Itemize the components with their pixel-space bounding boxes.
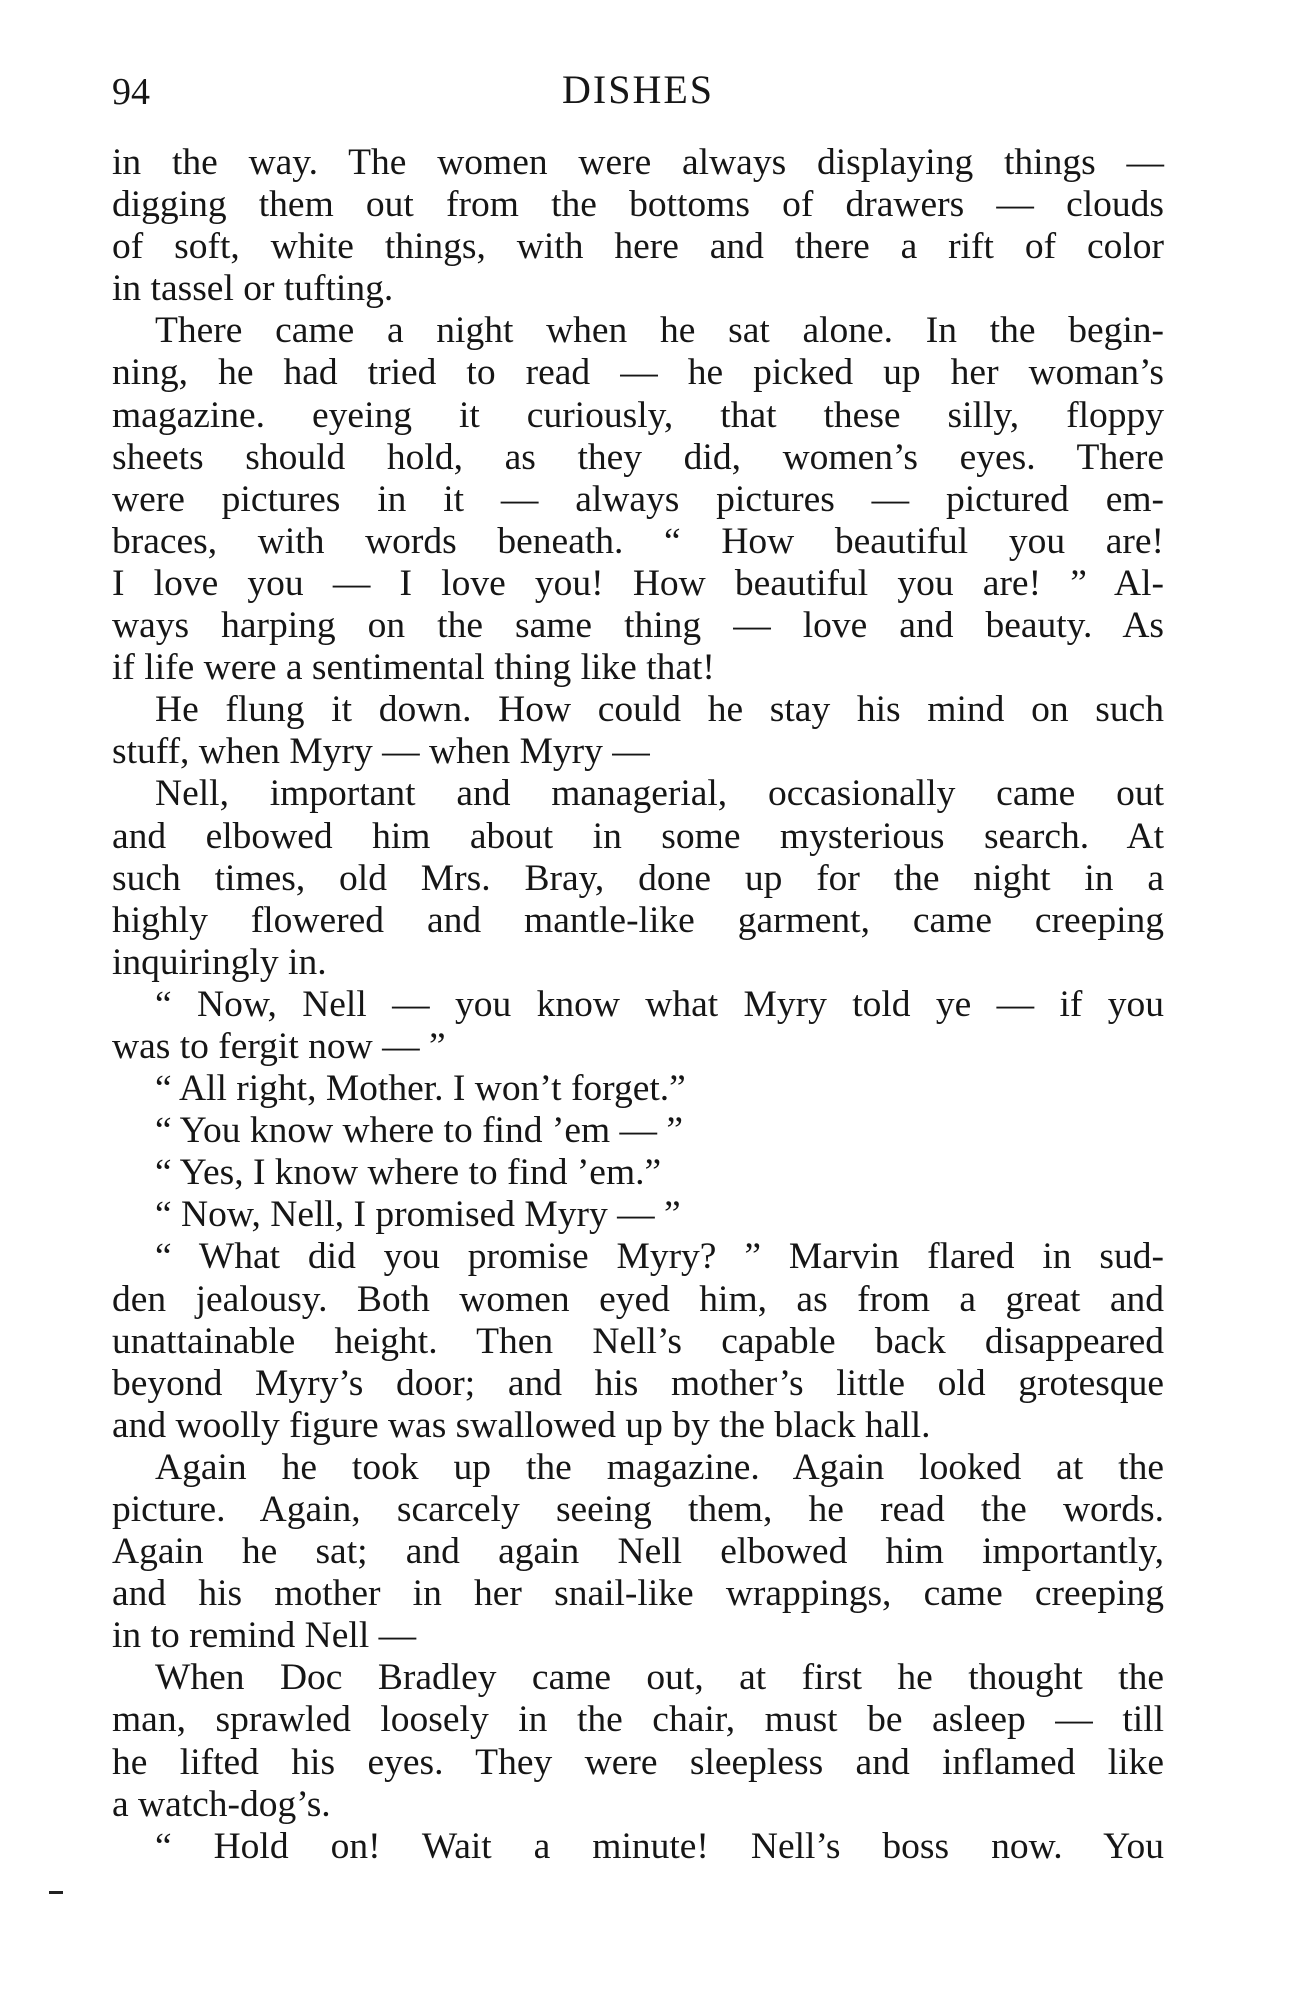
text-line: a watch-dog’s. [112, 1783, 331, 1825]
text-line: There came a night when he sat alone. In the begin- [155, 310, 1164, 352]
text-line: “ You know where to find ’em — ” [155, 1110, 684, 1152]
text-line: and elbowed him about in some mysterious search. At [112, 815, 1164, 857]
text-line: he lifted his eyes. They were sleepless and inflamed like [112, 1741, 1164, 1783]
margin-mark [49, 1891, 63, 1894]
text-line: and woolly figure was swallowed up by the black hall. [112, 1404, 931, 1446]
running-head: DISHES [561, 67, 715, 112]
text-line: Again he took up the magazine. Again looked at the [155, 1446, 1164, 1488]
text-line: ways harping on the same thing — love and beauty. As [112, 605, 1164, 647]
text-line: beyond Myry’s door; and his mother’s little old grotesque [112, 1362, 1164, 1404]
text-line: unattainable height. Then Nell’s capable back disappeared [112, 1320, 1164, 1362]
text-line: in the way. The women were always displaying things — [112, 142, 1164, 183]
text-line: “ Now, Nell, I promised Myry — ” [155, 1194, 681, 1236]
text-line: sheets should hold, as they did, women’s eyes. There [112, 436, 1164, 478]
text-line: picture. Again, scarcely seeing them, he read the words. [112, 1489, 1164, 1530]
text-line: den jealousy. Both women eyed him, as from a great and [112, 1278, 1164, 1320]
text-line: and his mother in her snail-like wrappings, came creeping [112, 1573, 1164, 1615]
body-text [112, 142, 1164, 1868]
text-line: “ Now, Nell — you know what Myry told ye — if you [155, 983, 1164, 1025]
page-header [112, 60, 1164, 120]
text-line: He flung it down. How could he stay his mind on such [155, 689, 1164, 731]
text-line: inquiringly in. [112, 941, 327, 983]
text-line: Nell, important and managerial, occasionally came out [155, 773, 1164, 815]
text-line: “ Hold on! Wait a minute! Nell’s boss now. You [155, 1825, 1164, 1867]
text-line: ning, he had tried to read — he picked up her woman’s [112, 352, 1164, 394]
text-line: of soft, white things, with here and there a rift of color [112, 226, 1164, 268]
text-line: digging them out from the bottoms of drawers — clouds [112, 184, 1164, 226]
text-line: was to fergit now — ” [112, 1025, 446, 1067]
text-line: I love you — I love you! How beautiful you are! ” Al- [112, 562, 1164, 604]
text-line: man, sprawled loosely in the chair, must be asleep — till [112, 1699, 1164, 1741]
text-line: “ Yes, I know where to find ’em.” [155, 1152, 662, 1194]
text-line: “ All right, Mother. I won’t forget.” [155, 1068, 686, 1110]
text-line: were pictures in it — always pictures — pictured em- [112, 478, 1164, 520]
text-line: magazine. eyeing it curiously, that these silly, floppy [112, 394, 1164, 436]
text-line: such times, old Mrs. Bray, done up for the night in a [112, 857, 1164, 899]
text-line: braces, with words beneath. “ How beautiful you are! [112, 520, 1164, 562]
text-line: Again he sat; and again Nell elbowed him importantly, [112, 1531, 1164, 1573]
text-line: in tassel or tufting. [112, 268, 394, 310]
text-line: When Doc Bradley came out, at first he thought the [155, 1657, 1164, 1699]
text-line: if life were a sentimental thing like that! [112, 647, 715, 689]
text-line: “ What did you promise Myry? ” Marvin flared in sud- [155, 1236, 1164, 1278]
page-number: 94 [112, 71, 150, 113]
text-line: highly flowered and mantle-like garment, came creeping [112, 899, 1164, 941]
text-line: in to remind Nell — [112, 1615, 417, 1657]
text-line: stuff, when Myry — when Myry — [112, 731, 650, 773]
